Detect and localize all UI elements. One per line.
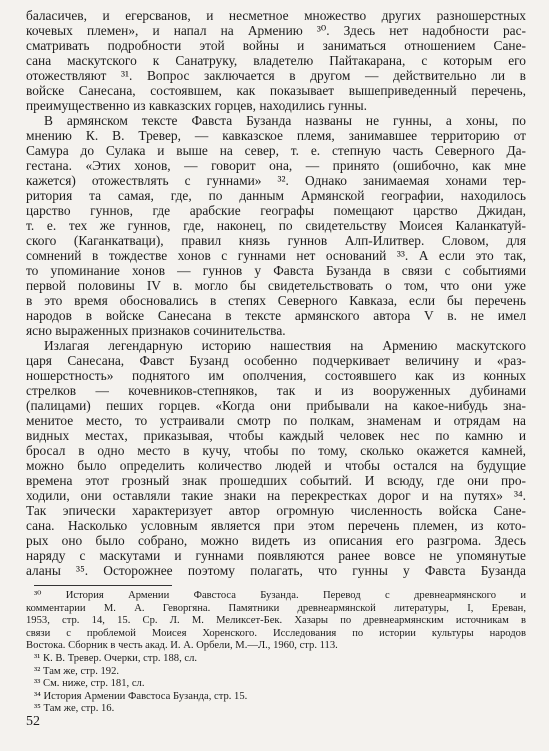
text-line: бросал в одно место в кучу, чтобы по тому, сколько окажется камней, (26, 443, 526, 458)
text-line: времена этот грозный знак прошедших событий. И всюду, где они про- (26, 473, 526, 488)
text-line: сана. Насколько условным является при этом перечень племен, из кото- (26, 518, 526, 533)
text-line: в это время обосновались в степях Северного Кавказа, если бы перечень (26, 293, 526, 308)
footnote-line: ³² Там же, стр. 192. (34, 665, 120, 677)
text-line: сана маскутского к Санатруку, владетелю Пайтакарана, с которым его (26, 53, 526, 68)
text-line: Самура до Сулака и выше на север, т. е. степную часть Северного Да- (26, 143, 526, 158)
footnote-line: 1953, стр. 14, 15. Ср. Л. М. Меликсет-Бек. Хазары по древнеармянским источникам в (26, 615, 526, 627)
text-line: менитое место, то устраивали смотр по полкам, знаменам и отрядам на (26, 413, 526, 428)
page-number: 52 (26, 714, 40, 729)
text-line: стрелков — кочевников-степняков, так и из вооруженных дубинами (26, 383, 526, 398)
text-line: баласичев, и егерсванов, и несметное множество других разношерстных (26, 8, 526, 23)
text-line: Так эпически характеризует автор огромную численность войска Сане- (26, 503, 526, 518)
text-line: то упоминание хонов — гуннов у Фавста Бузанда в связи с событиями (26, 263, 526, 278)
text-line: видных местах, приказывая, чтобы каждый человек нес по камню и (26, 428, 526, 443)
text-line: отожествляют ³¹. Вопрос заключается в другом — действительно ли в (26, 68, 526, 83)
text-line: т. е. тех же гуннов, где, наконец, по свидетельству Моисея Каланкатуй- (26, 218, 526, 233)
text-line: (палицами) пеших горцев. «Когда они прибывали на какое-нибудь зна- (26, 398, 526, 413)
footnote-line: ³¹ К. В. Тревер. Очерки, стр. 188, сл. (34, 653, 197, 664)
text-line: кажется) отожествлять с гуннами» ³². Однако занимаемая хонами тер- (26, 173, 526, 188)
text-line: сомнений в тождестве хонов с гуннами нет оснований ³³. А если это так, (26, 248, 526, 263)
text-line: ритория та самая, где, по данным Армянской географии, находилось (26, 188, 526, 203)
text-line: сматривать подробности этой войны и заниматься отношением Сане- (26, 38, 526, 53)
text-line: можно было определить количество людей и чтобы остался на будущие (26, 458, 526, 473)
text-line: кочевых племен», и напал на Армению ³⁰. Здесь нет надобности рас- (26, 23, 526, 38)
footnote-line: связи с проблемой Моисея Хоренского. Исследования по истории культуры народов (26, 627, 526, 639)
text-line: гестана. «Этих хонов, — говорит она, — принято (ошибочно, как мне (26, 158, 526, 173)
footnote-line: комментарии М. А. Геворгяна. Памятники древнеармянской литературы, I, Ереван, (26, 602, 526, 614)
text-line: первой половины IV в. могло бы свидетельствовать о том, что они уже (26, 278, 526, 293)
text-line: мнению К. В. Тревер, — кавказское племя, занимавшее территорию от (26, 128, 526, 143)
text-line: войске Санесана, состоявшем, как показывает вышеприведенный перечень, (26, 83, 526, 98)
text-line: аланы ³⁵. Осторожнее поэтому полагать, что гунны у Фавста Бузанда (26, 563, 526, 578)
footnote-line: Востока. Сборник в честь акад. И. А. Орбели, М.—Л., 1960, стр. 113. (26, 640, 338, 652)
footnote-line: ³⁴ История Армении Фавстоса Бузанда, стр. 15. (34, 690, 248, 702)
text-line: царство гуннов, где арабские географы помещают царство Джидан, (26, 203, 526, 218)
text-line: ского (Каганкатваци), правил князь гуннов Алп-Илитвер. Словом, для (26, 233, 526, 248)
paragraph-start: В армянском тексте Фавста Бузанда названы не гунны, а хоны, по (44, 113, 526, 128)
text-line: ношерстность» поднятого им ополчения, состоявшего как из конных (26, 368, 526, 383)
footnote-divider (34, 585, 172, 586)
footnote-line: ³⁰ История Армении Фавстоса Бузанда. Перевод с древнеармянского и (34, 590, 526, 601)
text-line: ходили, они оставляли такие знаки на перекрестках дорог и на путях» ³⁴. (26, 488, 526, 503)
paragraph-start: Излагая легендарную историю нашествия на Армению маскутского (44, 338, 526, 353)
footnote-line: ³⁵ Там же, стр. 16. (34, 703, 115, 715)
footnote-line: ³³ См. ниже, стр. 181, сл. (34, 678, 145, 690)
text-line: народов в войске Санесана в тексте армянского автора V в. не имел (26, 308, 526, 323)
text-line: наряду с маскутами и гуннами появляются ранее вовсе не упомянутые (26, 548, 526, 563)
text-line: ясно выраженных признаков сочинительства. (26, 323, 286, 338)
text-line: царя Санесана, Фавст Бузанд особенно подчеркивает величину и «раз- (26, 353, 526, 368)
text-line: рых оно было собрано, можно видеть из описания его разгрома. Здесь (26, 533, 526, 548)
text-line: преимущественно из кавказских горцев, находились гунны. (26, 98, 368, 113)
